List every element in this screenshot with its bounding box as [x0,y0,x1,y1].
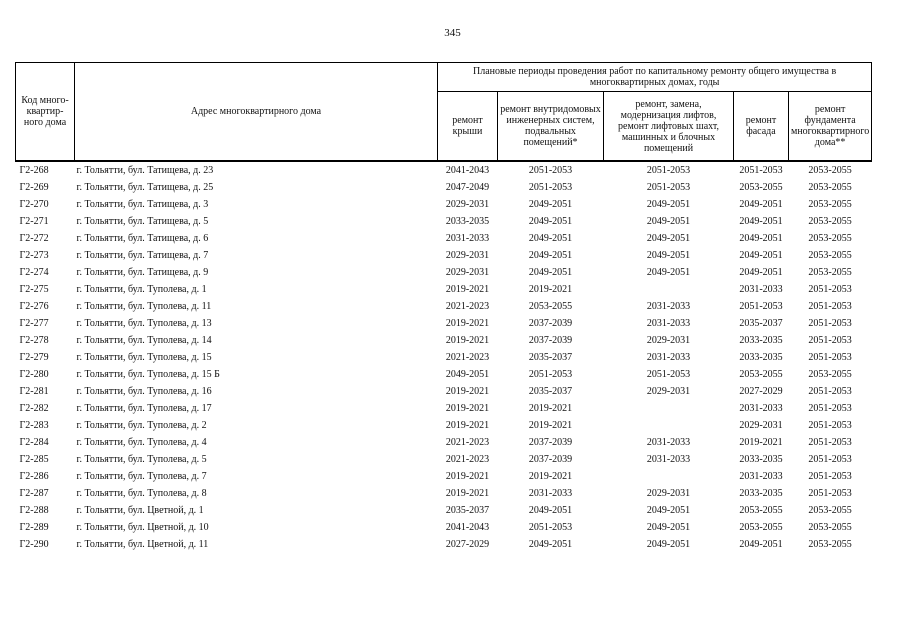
cell-engineering: 2049-2051 [528,267,573,278]
cell-address: г. Тольятти, бул. Татищева, д. 6 [76,233,209,244]
table-row [16,485,872,502]
cell-facade: 2049-2051 [739,233,783,244]
cell-address: г. Тольятти, бул. Татищева, д. 3 [76,199,209,210]
cell-foundation: 2051-2053 [808,437,852,448]
table-row [16,315,872,332]
cell-elevators: 2031-2033 [646,318,691,329]
cell-elevators: 2029-2031 [646,488,691,499]
table-body [16,161,872,553]
cell-elevators: 2051-2053 [646,182,691,193]
cell-elevators: 2051-2053 [646,369,691,380]
cell-facade: 2053-2055 [739,369,783,380]
cell-code: Г2-278 [19,335,49,346]
page-number: 345 [444,27,461,39]
cell-roof: 2019-2021 [445,488,490,499]
cell-elevators: 2029-2031 [646,386,691,397]
cell-facade: 2033-2035 [739,454,783,465]
cell-facade: 2049-2051 [739,539,783,550]
cell-address: г. Тольятти, бул. Цветной, д. 10 [76,522,209,533]
cell-elevators: 2049-2051 [646,250,691,261]
cell-facade: 2031-2033 [739,471,783,482]
header-elevators: ремонт, замена, модернизация лифтов, ремонт лифтовых шахт, машинных и блочных помещений [604,92,734,162]
cell-code: Г2-270 [19,199,49,210]
cell-roof: 2021-2023 [445,301,490,312]
cell-elevators: 2049-2051 [646,233,691,244]
cell-code: Г2-268 [16,161,75,179]
table-row [16,451,872,468]
cell-address: г. Тольятти, бул. Туполева, д. 14 [76,335,212,346]
cell-engineering: 2035-2037 [528,386,573,397]
table-row [16,247,872,264]
cell-elevators: 2049-2051 [646,539,691,550]
cell-engineering: 2049-2051 [528,233,573,244]
cell-elevators: 2031-2033 [646,352,691,363]
cell-code: Г2-274 [19,267,49,278]
cell-engineering: 2019-2021 [528,403,573,414]
cell-facade: 2053-2055 [739,522,783,533]
cell-code: Г2-290 [19,539,49,550]
cell-roof: 2019-2021 [445,335,490,346]
cell-engineering: 2037-2039 [528,335,573,346]
cell-foundation: 2051-2053 [808,454,852,465]
header-engineering: ремонт внутридомовых инженерных систем, подвальных помещений* [498,92,604,162]
cell-facade: 2035-2037 [739,318,783,329]
cell-code: Г2-282 [19,403,49,414]
cell-foundation: 2051-2053 [808,335,852,346]
cell-code: Г2-275 [19,284,49,295]
cell-foundation: 2051-2053 [808,403,852,414]
cell-address: г. Тольятти, бул. Туполева, д. 17 [76,403,212,414]
cell-roof: 2027-2029 [445,539,490,550]
cell-engineering: 2037-2039 [528,318,573,329]
cell-address: г. Тольятти, бул. Цветной, д. 1 [76,505,204,516]
table-row [16,161,872,179]
cell-foundation: 2051-2053 [808,488,852,499]
table-row [16,298,872,315]
cell-engineering: 2049-2051 [528,250,573,261]
cell-elevators: 2031-2033 [646,454,691,465]
cell-address: г. Тольятти, бул. Туполева, д. 13 [76,318,212,329]
cell-foundation: 2051-2053 [808,318,852,329]
cell-roof: 2033-2035 [445,216,490,227]
cell-foundation: 2051-2053 [808,420,852,431]
cell-foundation: 2053-2055 [808,539,852,550]
cell-engineering: 2037-2039 [528,437,573,448]
cell-code: Г2-289 [19,522,49,533]
cell-engineering: 2019-2021 [528,471,573,482]
cell-engineering: 2049-2051 [528,505,573,516]
table-row [16,468,872,485]
table-header [16,63,872,162]
cell-address: г. Тольятти, бул. Татищева, д. 9 [76,267,209,278]
cell-facade: 2027-2029 [739,386,783,397]
table-row [16,519,872,536]
cell-elevators: 2049-2051 [646,199,691,210]
cell-roof: 2019-2021 [445,284,490,295]
cell-facade: 2019-2021 [739,437,783,448]
cell-code: Г2-277 [19,318,49,329]
cell-code: Г2-284 [19,437,49,448]
cell-address: г. Тольятти, бул. Туполева, д. 15 Б [76,369,220,380]
cell-foundation: 2053-2055 [808,233,852,244]
cell-foundation: 2053-2055 [808,182,852,193]
cell-roof: 2035-2037 [445,505,490,516]
cell-engineering: 2051-2053 [498,161,604,179]
table-row [16,502,872,519]
cell-code: Г2-285 [19,454,49,465]
cell-roof: 2019-2021 [445,386,490,397]
header-foundation: ремонт фундамента многоквартирного дома** [789,92,872,162]
cell-foundation: 2053-2055 [808,369,852,380]
cell-elevators: 2051-2053 [604,161,734,179]
cell-elevators [604,281,734,298]
cell-code: Г2-283 [19,420,49,431]
table-row [16,179,872,196]
cell-elevators [604,400,734,417]
cell-address: г. Тольятти, бул. Татищева, д. 7 [76,250,209,261]
cell-foundation: 2053-2055 [808,199,852,210]
cell-roof: 2019-2021 [445,420,490,431]
table-row [16,213,872,230]
cell-foundation: 2053-2055 [808,522,852,533]
table-row [16,536,872,553]
table-row [16,349,872,366]
cell-elevators: 2031-2033 [646,301,691,312]
cell-roof: 2021-2023 [445,437,490,448]
cell-foundation: 2051-2053 [808,471,852,482]
cell-roof: 2029-2031 [445,199,490,210]
cell-code: Г2-288 [19,505,49,516]
header-roof: ремонт крыши [438,92,498,162]
cell-roof: 2019-2021 [445,318,490,329]
cell-code: Г2-273 [19,250,49,261]
cell-engineering: 2049-2051 [528,216,573,227]
cell-engineering: 2019-2021 [528,284,573,295]
cell-code: Г2-279 [19,352,49,363]
cell-roof: 2031-2033 [445,233,490,244]
cell-elevators: 2031-2033 [646,437,691,448]
cell-code: Г2-269 [19,182,49,193]
cell-facade: 2053-2055 [739,182,783,193]
cell-code: Г2-281 [19,386,49,397]
table-row [16,400,872,417]
cell-elevators: 2029-2031 [646,335,691,346]
cell-engineering: 2035-2037 [528,352,573,363]
cell-engineering: 2049-2051 [528,199,573,210]
cell-engineering: 2053-2055 [528,301,573,312]
cell-foundation: 2053-2055 [808,250,852,261]
cell-address: г. Тольятти, бул. Туполева, д. 15 [76,352,212,363]
cell-engineering: 2051-2053 [528,522,573,533]
cell-facade: 2053-2055 [739,505,783,516]
cell-facade: 2031-2033 [739,284,783,295]
cell-facade: 2049-2051 [739,267,783,278]
cell-roof: 2041-2043 [445,522,490,533]
cell-address: г. Тольятти, бул. Татищева, д. 25 [76,182,214,193]
cell-address: г. Тольятти, бул. Туполева, д. 5 [76,454,207,465]
cell-elevators [604,468,734,485]
cell-address: г. Тольятти, бул. Туполева, д. 1 [76,284,207,295]
header-facade: ремонт фасада [734,92,789,162]
cell-elevators [604,417,734,434]
cell-engineering: 2051-2053 [528,369,573,380]
cell-facade: 2033-2035 [739,488,783,499]
cell-address: г. Тольятти, бул. Туполева, д. 7 [76,471,207,482]
cell-foundation: 2053-2055 [808,505,852,516]
cell-elevators: 2049-2051 [646,216,691,227]
cell-roof: 2021-2023 [445,352,490,363]
header-code: Код много-квартир-ного дома [16,63,75,162]
cell-engineering: 2037-2039 [528,454,573,465]
cell-elevators: 2049-2051 [646,505,691,516]
cell-foundation: 2051-2053 [808,284,852,295]
cell-facade: 2049-2051 [739,216,783,227]
cell-roof: 2049-2051 [445,369,490,380]
cell-roof: 2019-2021 [445,471,490,482]
table-row [16,366,872,383]
cell-address: г. Тольятти, бул. Туполева, д. 2 [76,420,207,431]
cell-facade: 2051-2053 [734,161,789,179]
table-row [16,383,872,400]
cell-engineering: 2049-2051 [528,539,573,550]
cell-code: Г2-272 [19,233,49,244]
cell-foundation: 2053-2055 [808,267,852,278]
cell-address: г. Тольятти, бул. Татищева, д. 5 [76,216,209,227]
table-row [16,196,872,213]
cell-engineering: 2031-2033 [528,488,573,499]
cell-code: Г2-271 [19,216,49,227]
header-planned-periods: Плановые периоды проведения работ по капитальному ремонту общего имущества в многоквартирных домах, годы [438,63,872,92]
cell-foundation: 2051-2053 [808,386,852,397]
cell-facade: 2051-2053 [739,301,783,312]
cell-foundation: 2053-2055 [789,161,872,179]
cell-facade: 2031-2033 [739,403,783,414]
cell-address: г. Тольятти, бул. Татищева, д. 23 [75,161,438,179]
cell-foundation: 2053-2055 [808,216,852,227]
cell-facade: 2033-2035 [739,352,783,363]
cell-address: г. Тольятти, бул. Туполева, д. 8 [76,488,207,499]
cell-roof: 2041-2043 [438,161,498,179]
cell-roof: 2021-2023 [445,454,490,465]
cell-facade: 2049-2051 [739,199,783,210]
cell-elevators: 2049-2051 [646,267,691,278]
cell-roof: 2029-2031 [445,267,490,278]
cell-address: г. Тольятти, бул. Туполева, д. 4 [76,437,207,448]
cell-address: г. Тольятти, бул. Туполева, д. 16 [76,386,212,397]
table-row [16,417,872,434]
table-row [16,332,872,349]
cell-engineering: 2019-2021 [528,420,573,431]
cell-foundation: 2051-2053 [808,352,852,363]
table-row [16,281,872,298]
cell-facade: 2033-2035 [739,335,783,346]
cell-code: Г2-276 [19,301,49,312]
cell-code: Г2-280 [19,369,49,380]
cell-address: г. Тольятти, бул. Туполева, д. 11 [76,301,212,312]
cell-elevators: 2049-2051 [646,522,691,533]
cell-facade: 2049-2051 [739,250,783,261]
table-row [16,230,872,247]
cell-foundation: 2051-2053 [808,301,852,312]
cell-code: Г2-287 [19,488,49,499]
cell-roof: 2029-2031 [445,250,490,261]
header-address: Адрес многоквартирного дома [75,63,438,162]
cell-engineering: 2051-2053 [528,182,573,193]
capital-repair-schedule-table [15,62,872,553]
cell-facade: 2029-2031 [739,420,783,431]
cell-roof: 2019-2021 [445,403,490,414]
table-row [16,264,872,281]
cell-address: г. Тольятти, бул. Цветной, д. 11 [76,539,209,550]
cell-code: Г2-286 [19,471,49,482]
table-row [16,434,872,451]
cell-roof: 2047-2049 [445,182,490,193]
